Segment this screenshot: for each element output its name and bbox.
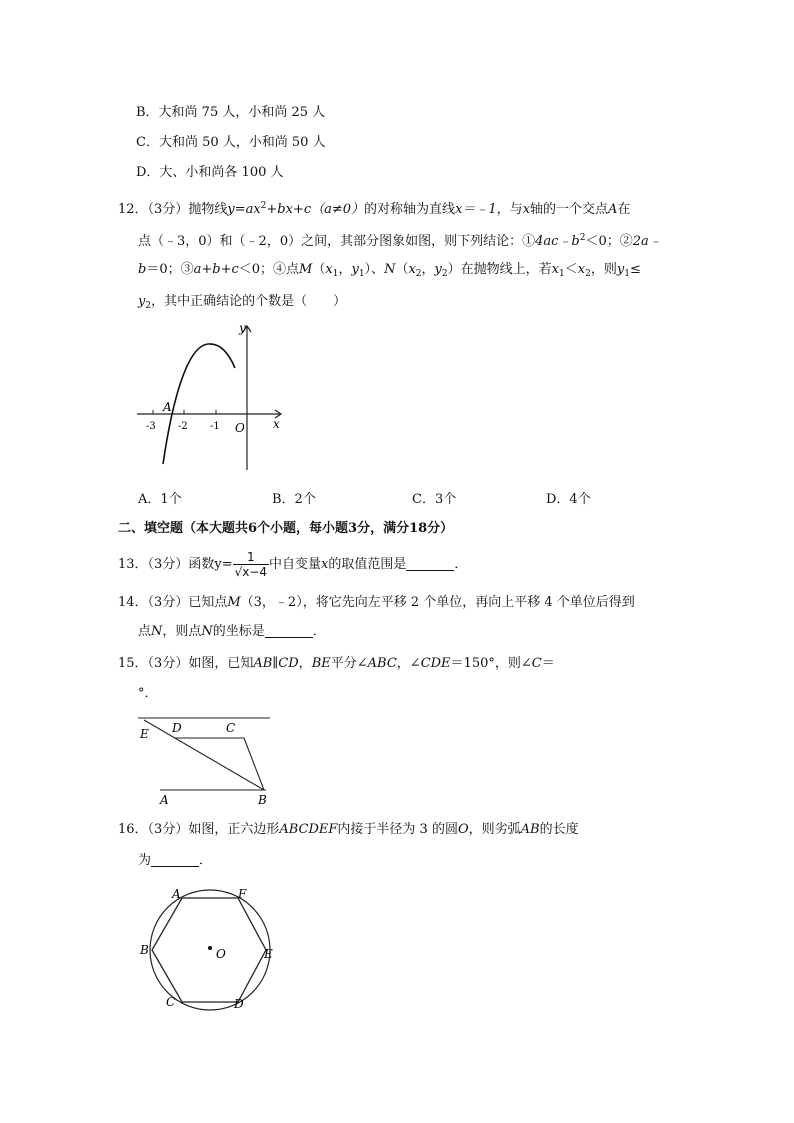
line-cb bbox=[244, 738, 264, 790]
label-b: B bbox=[258, 793, 267, 807]
q15-line-2: °． bbox=[138, 686, 158, 701]
hex-label-b: B bbox=[140, 943, 149, 957]
q13-fraction: $\frac{1}{√x-4}$ bbox=[234, 550, 268, 579]
x-axis-label: x bbox=[273, 417, 280, 431]
q12-choice-d: D．4个 bbox=[546, 492, 591, 507]
q12-choice-b: B．2个 bbox=[272, 492, 316, 507]
q12-parabola-graph bbox=[133, 316, 293, 476]
q16-figure bbox=[136, 882, 286, 1016]
center-point-o bbox=[208, 946, 212, 950]
label-c: C bbox=[226, 721, 236, 735]
parabola-curve bbox=[163, 344, 235, 464]
section-2-title: 二、填空题（本大题共6个小题，每小题3分，满分18分） bbox=[118, 521, 454, 536]
hex-label-a: A bbox=[172, 887, 181, 901]
y-axis-label: y bbox=[239, 321, 246, 335]
q12-line-1: 12．（3分）抛物线$y=ax^2+bx+c(a\ne 0)$的对称轴为直线x＝﹣1，与x轴的一个交点A在 bbox=[118, 201, 631, 217]
tick-label-neg1: -1 bbox=[210, 421, 220, 432]
hex-label-f: F bbox=[238, 887, 247, 901]
q15-figure bbox=[136, 712, 274, 808]
q12-line-2: 点（﹣3，0）和（﹣2，0）之间，其部分图象如图，则下列结论：$①4ac﹣b^2<0$；②2a﹣ bbox=[138, 233, 662, 249]
q11-option-d: D．大、小和尚各 100 人 bbox=[136, 165, 284, 180]
label-d: D bbox=[172, 721, 182, 735]
q13-answer-blank[interactable] bbox=[406, 556, 454, 571]
q15-line-1: 15．（3分）如图，已知AB∥CD，BE平分∠ABC，∠CDE＝150°，则∠C＝ bbox=[118, 656, 555, 671]
q14-line-1: 14．（3分）已知点M（3，﹣2），将它先向左平移 2 个单位，再向上平移 4 个单位后得到 bbox=[118, 595, 635, 610]
hex-label-c: C bbox=[166, 995, 176, 1009]
tick-label-neg2: -2 bbox=[178, 421, 188, 432]
origin-label: O bbox=[235, 421, 245, 435]
q12-line-3: b＝0；③a+b+c＜0；④点$M(x_1$，$y_1$）、$N(x_2$，$y_2$）在抛物线上，若$x_1<x_2$，则$y_1\le$ bbox=[138, 262, 641, 279]
label-e: E bbox=[140, 727, 149, 741]
q12-line-4: $y_2$，其中正确结论的个数是（ ） bbox=[138, 294, 347, 311]
q14-answer-blank[interactable] bbox=[265, 623, 313, 638]
point-a-label: A bbox=[163, 400, 172, 414]
q11-option-c: C．大和尚 50 人，小和尚 50 人 bbox=[136, 135, 326, 150]
label-a: A bbox=[160, 793, 169, 807]
q14-line-2: 点N，则点N的坐标是 ． bbox=[138, 624, 326, 639]
q12-choice-c: C．3个 bbox=[412, 492, 457, 507]
tick-label-neg3: -3 bbox=[146, 421, 156, 432]
q12-choice-a: A．1个 bbox=[138, 492, 182, 507]
q16-line-2: 为 ． bbox=[138, 853, 213, 868]
q16-line-1: 16．（3分）如图，正六边形ABCDEF内接于半径为 3 的圆O，则劣弧AB的长度 bbox=[118, 822, 579, 837]
q16-answer-blank[interactable] bbox=[151, 852, 199, 867]
q11-option-b: B．大和尚 75 人，小和尚 25 人 bbox=[136, 105, 326, 120]
q13-line: 13．（3分）函数y= $\frac{1}{√x-4}$ 中自变量x的取值范围是 ． bbox=[118, 550, 468, 579]
center-label-o: O bbox=[216, 947, 226, 961]
line-eb bbox=[144, 720, 264, 790]
hex-label-e: E bbox=[264, 947, 273, 961]
hex-label-d: D bbox=[234, 997, 244, 1011]
hexagon-abcdef bbox=[152, 898, 266, 1002]
